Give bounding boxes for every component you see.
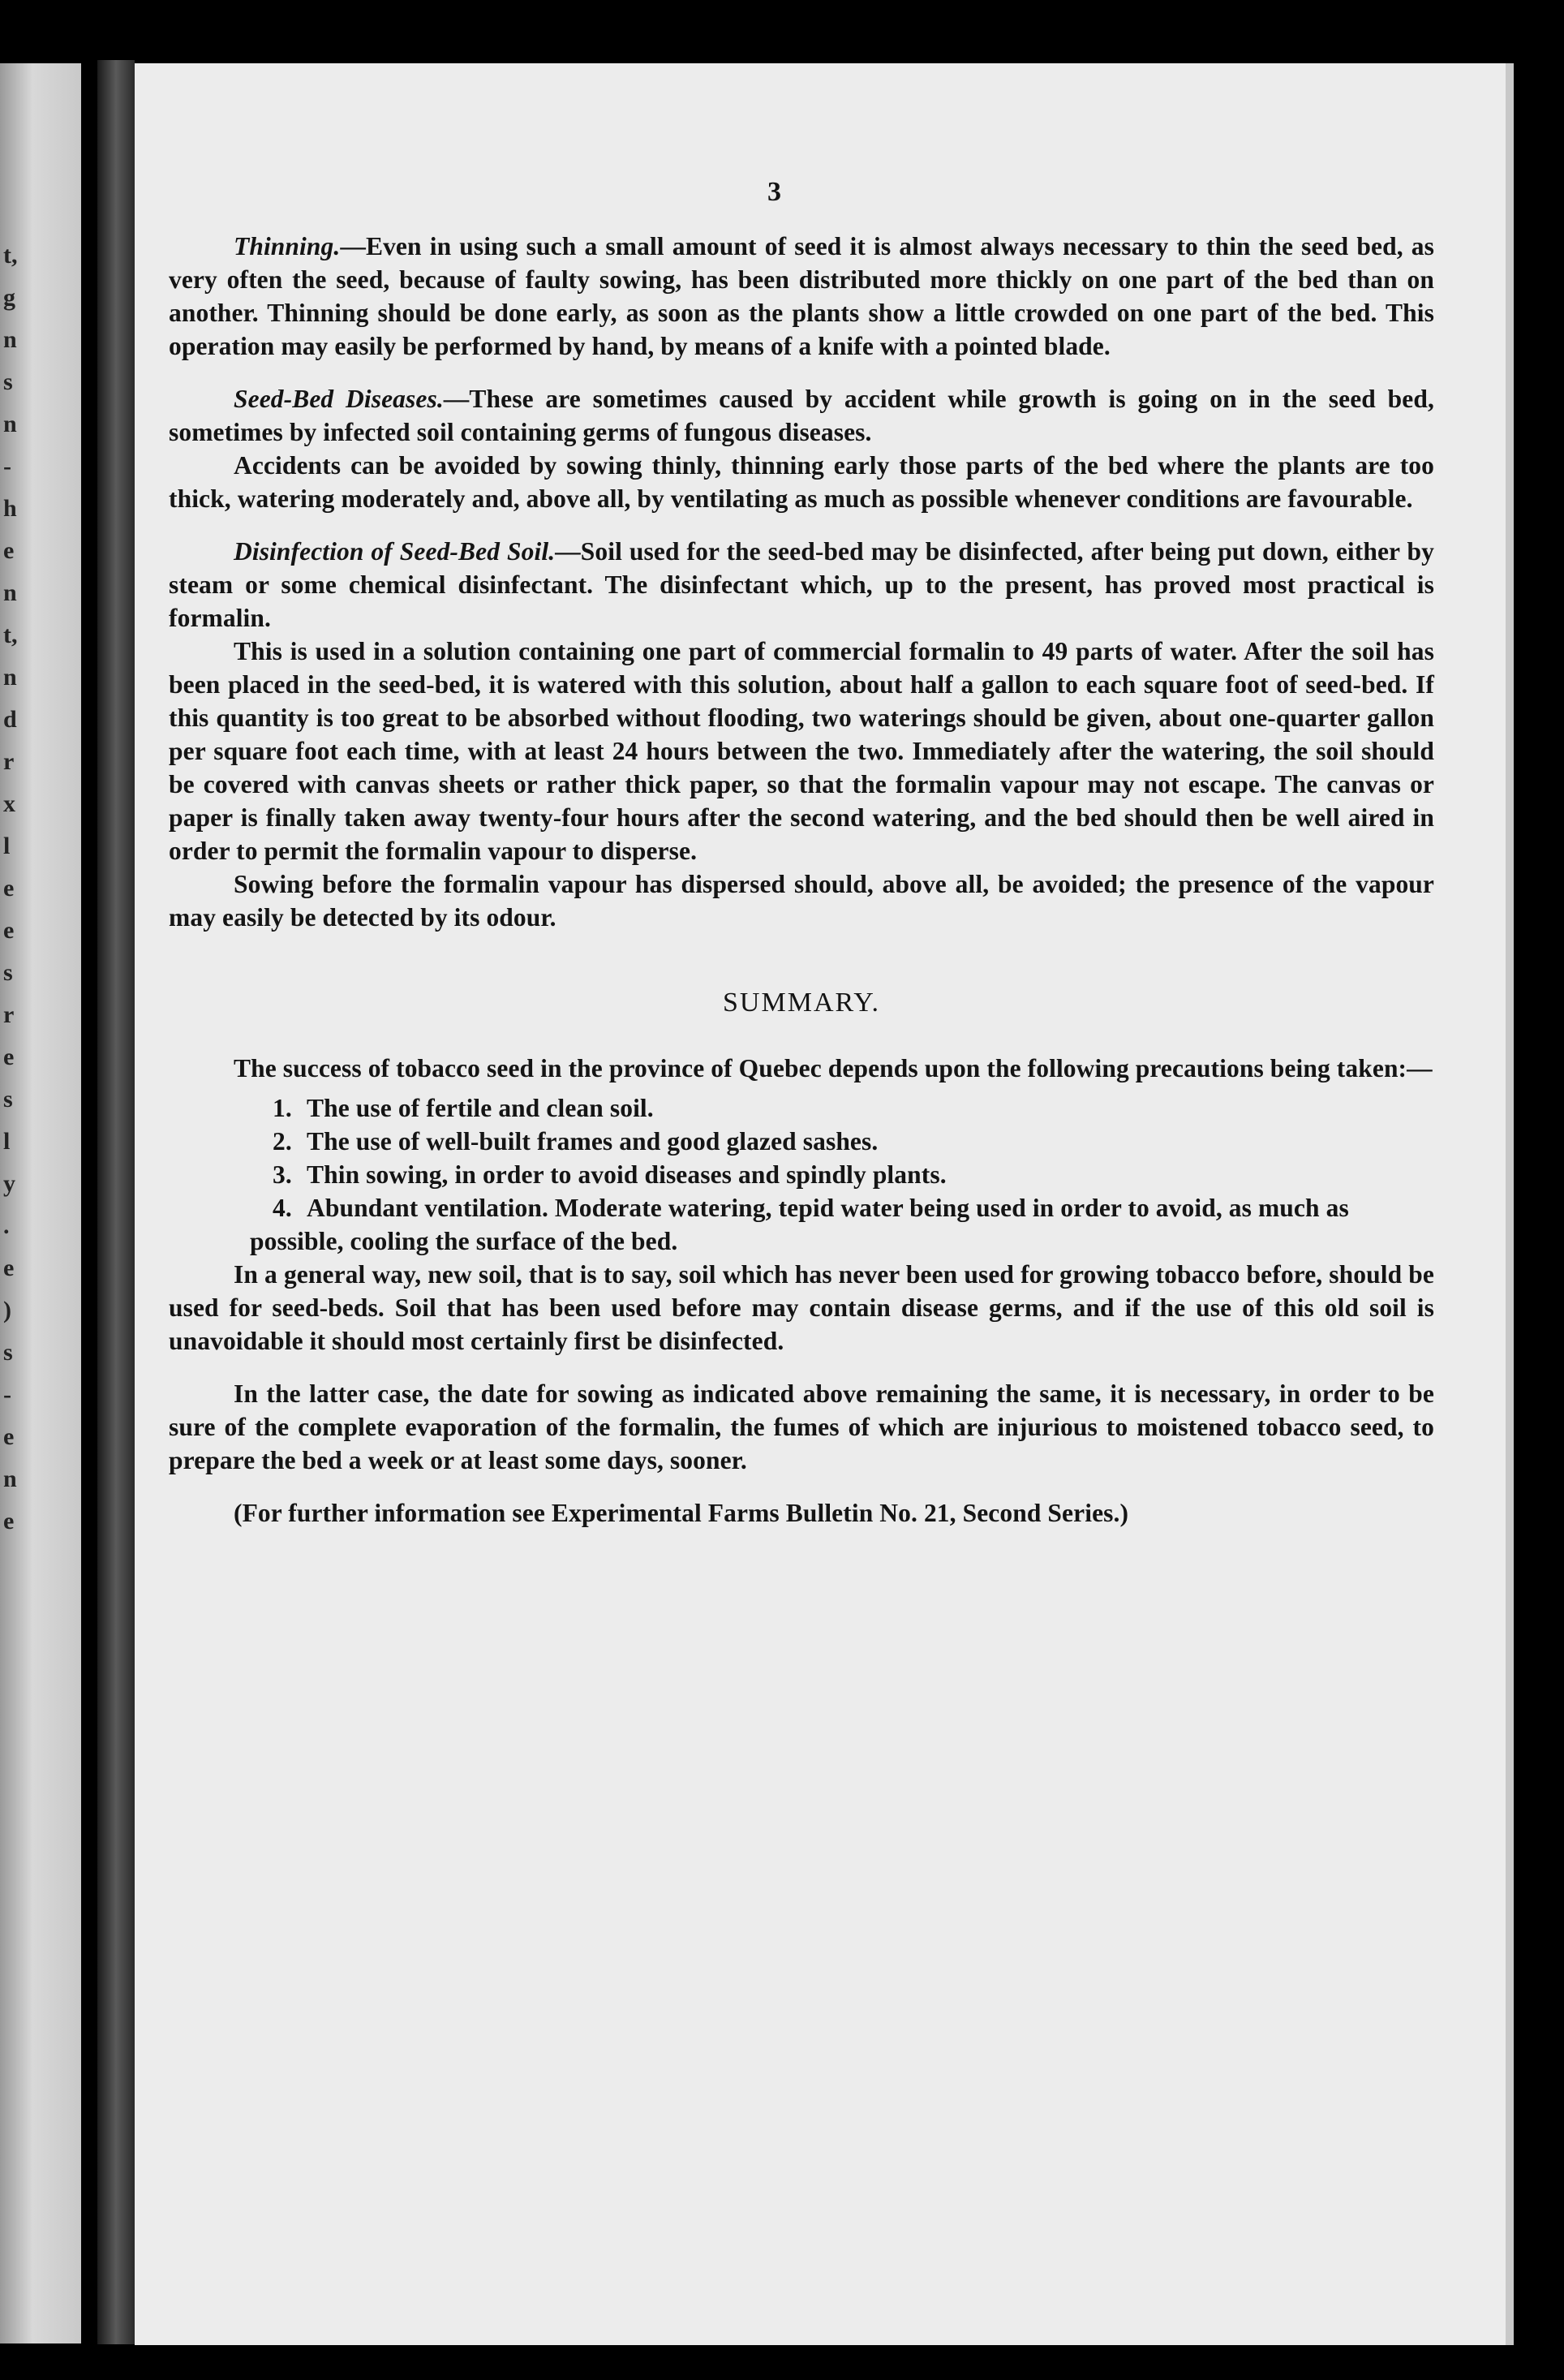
previous-page-edge: [0, 63, 81, 2343]
sowing-warning-paragraph: Sowing before the formalin vapour has dispersed should, above all, be avoided; the presence of the vapour may easily be detected by its odour.: [169, 870, 1434, 932]
precaution-item: [169, 1158, 1434, 1191]
previous-page-fragment: s: [3, 959, 13, 986]
book-gutter: [97, 60, 135, 2344]
previous-page-fragment: e: [3, 1508, 15, 1534]
item-number: 1.: [273, 1094, 292, 1122]
further-information-paragraph: (For further information see Experimental Farms Bulletin No. 21, Second Series.): [234, 1499, 1129, 1527]
previous-page-fragment: n: [3, 579, 17, 606]
previous-page-fragment: y: [3, 1170, 15, 1197]
document-page: [135, 63, 1506, 2345]
thinning-heading: Thinning.: [234, 232, 341, 260]
summary-intro: The success of tobacco seed in the province of Quebec depends upon the following precautions being taken:—: [234, 1054, 1433, 1082]
item-text: The use of well-built frames and good glazed sashes.: [307, 1127, 879, 1156]
item-number: 3.: [273, 1160, 292, 1189]
previous-page-fragment: n: [3, 411, 17, 437]
page-number: 3: [767, 177, 781, 207]
previous-page-fragment: -: [3, 453, 11, 480]
previous-page-fragment: n: [3, 1465, 17, 1492]
previous-page-fragment: d: [3, 706, 17, 733]
previous-page-fragment: x: [3, 790, 15, 817]
previous-page-fragment: t,: [3, 242, 18, 269]
previous-page-fragment: g: [3, 284, 15, 311]
previous-page-fragment: e: [3, 917, 15, 944]
thinning-text: —Even in using such a small amount of seed it is almost always necessary to thin the seed bed, as very often the seed, because of faulty sowing, has been distributed more thickly on one part of the bed than on another. Thinning should be done early, as soon as the plants show a little crowded on one part of the bed. This operation may easily be performed by hand, by means of a knife with a pointed blade.: [169, 232, 1434, 360]
previous-page-text-fragments: [0, 63, 81, 2343]
seed-bed-diseases-text: —These are sometimes caused by accident while growth is going on in the seed bed, sometimes by infected soil containing germs of fungous diseases.: [169, 385, 1434, 446]
previous-page-fragment: l: [3, 833, 11, 859]
precaution-item: [169, 1191, 1434, 1258]
precautions-list: [169, 1091, 1434, 1258]
disinfection-heading: Disinfection of Seed-Bed Soil.: [234, 537, 556, 566]
previous-page-fragment: -: [3, 1381, 11, 1408]
item-text: Abundant ventilation. Moderate watering, tepid water being used in order to avoid, as much as possible, cooling the surface of the bed.: [250, 1194, 1349, 1255]
disinfection-paragraph: [169, 535, 1434, 635]
item-number: 4.: [273, 1194, 292, 1222]
previous-page-fragment: s: [3, 368, 13, 395]
page-right-edge: [1506, 63, 1514, 2345]
previous-page-fragment: ): [3, 1297, 11, 1323]
summary-heading: SUMMARY.: [723, 988, 880, 1018]
seed-bed-diseases-paragraph: [169, 382, 1434, 449]
previous-page-fragment: e: [3, 537, 15, 564]
previous-page-fragment: e: [3, 1423, 15, 1450]
previous-page-fragment: e: [3, 1255, 15, 1281]
accidents-paragraph: Accidents can be avoided by sowing thinly, thinning early those parts of the bed where the plants are too thick, watering moderately and, above all, by ventilating as much as possible whenever conditions are favourable.: [169, 451, 1434, 513]
item-number: 2.: [273, 1127, 292, 1156]
previous-page-fragment: s: [3, 1086, 13, 1113]
page-content: [169, 230, 1434, 1530]
latter-case-paragraph: In the latter case, the date for sowing as indicated above remaining the same, it is necessary, in order to be sure of the complete evaporation of the formalin, the fumes of which are injurious to moistened tobacco seed, to prepare the bed a week or at least some days, sooner.: [169, 1379, 1434, 1474]
previous-page-fragment: e: [3, 875, 15, 902]
previous-page-fragment: s: [3, 1339, 13, 1366]
previous-page-fragment: t,: [3, 622, 18, 648]
item-text: The use of fertile and clean soil.: [307, 1094, 654, 1122]
precaution-item: [169, 1125, 1434, 1158]
previous-page-fragment: .: [3, 1212, 10, 1239]
previous-page-fragment: n: [3, 326, 17, 353]
general-paragraph: In a general way, new soil, that is to say, soil which has never been used for growing tobacco before, should be used for seed-beds. Soil that has been used before may contain disease germs, and if the use of this old soil is unavoidable it should most certainly first be disinfected.: [169, 1260, 1434, 1355]
disinfection-text: —Soil used for the seed-bed may be disinfected, after being put down, either by steam or some chemical disinfectant. The disinfectant which, up to the present, has proved most practical is formalin.: [169, 537, 1434, 632]
previous-page-fragment: e: [3, 1044, 15, 1070]
formalin-usage-paragraph: This is used in a solution containing one part of commercial formalin to 49 parts of water. After the soil has been placed in the seed-bed, it is watered with this solution, about half a gallon to each square foot of seed-bed. If this quantity is too great to be absorbed without flooding, two waterings should be given, about one-quarter gallon per square foot each time, with at least 24 hours between the two. Immediately after the watering, the soil should be covered with canvas sheets or rather thick paper, so that the formalin vapour may not escape. The canvas or paper is finally taken away twenty-four hours after the second watering, and the bed should then be well aired in order to permit the formalin vapour to disperse.: [169, 637, 1434, 865]
previous-page-fragment: l: [3, 1128, 11, 1155]
seed-bed-diseases-heading: Seed-Bed Diseases.: [234, 385, 444, 413]
previous-page-fragment: r: [3, 748, 15, 775]
thinning-paragraph: [169, 230, 1434, 363]
previous-page-fragment: r: [3, 1001, 15, 1028]
precaution-item: [169, 1091, 1434, 1125]
item-text: Thin sowing, in order to avoid diseases and spindly plants.: [307, 1160, 947, 1189]
previous-page-fragment: n: [3, 664, 17, 691]
previous-page-fragment: h: [3, 495, 17, 522]
